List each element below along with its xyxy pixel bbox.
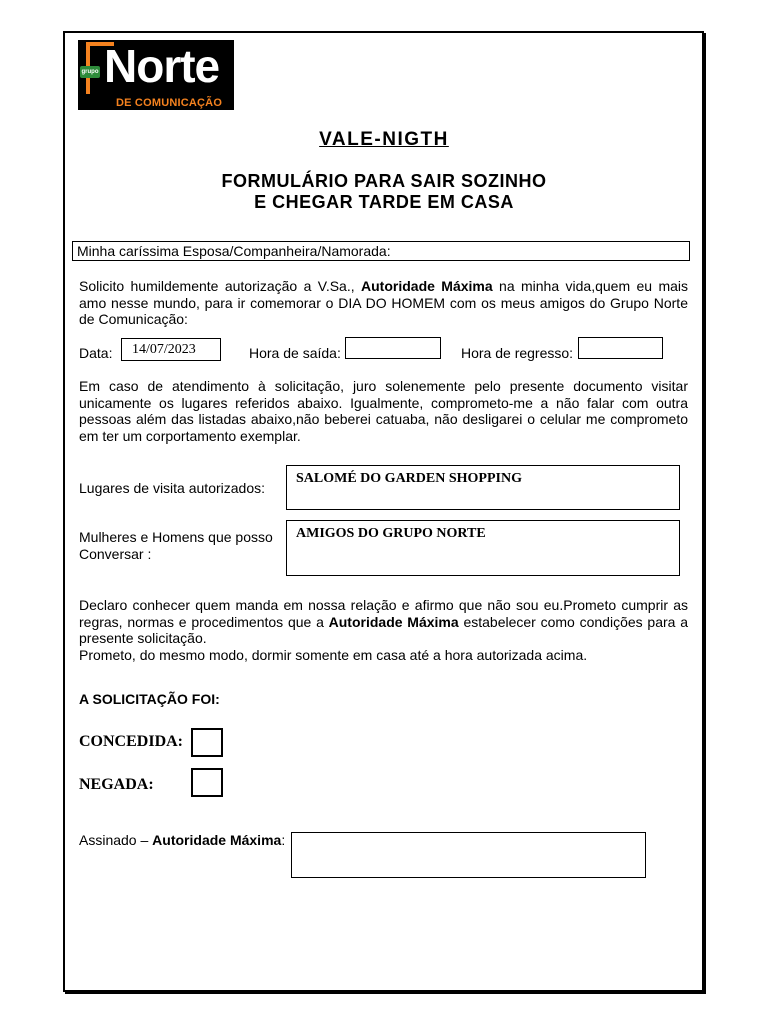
places-field[interactable]: SALOMÉ DO GARDEN SHOPPING [286,465,680,510]
declaration-text-3: Prometo, do mesmo modo, dormir somente em casa até a hora autorizada acima. [79,646,588,663]
places-label: Lugares de visita autorizados: [79,480,265,496]
decision-heading: A SOLICITAÇÃO FOI: [79,691,220,707]
granted-label: CONCEDIDA: [79,733,183,750]
people-field[interactable]: AMIGOS DO GRUPO NORTE [286,520,680,576]
date-field[interactable]: 14/07/2023 [121,338,221,361]
logo-wordmark: Norte [104,40,220,92]
declaration-authority: Autoridade Máxima [328,613,459,630]
request-text-1: Solicito humildemente autorização a V.Sa., [79,278,362,294]
declaration-paragraph [79,597,688,663]
signature-suffix: : [281,832,286,848]
signature-field[interactable] [291,832,646,878]
departure-time-field[interactable] [345,337,441,359]
denied-checkbox[interactable] [191,768,223,797]
people-label-line1: Mulheres e Homens que posso [79,529,273,545]
signature-prefix: Assinado – [79,832,153,848]
signature-authority: Autoridade Máxima [152,832,282,848]
denied-label: NEGADA: [79,776,154,793]
granted-checkbox[interactable] [191,728,223,757]
form-title: VALE-NIGTH [319,129,449,150]
form-subtitle-line1: FORMULÁRIO PARA SAIR SOZINHO [221,171,547,191]
people-label [79,529,273,562]
form-subtitle-line2: E CHEGAR TARDE EM CASA [254,192,514,212]
declaration-text-2: estabelecer como condições para a presente solicitação. [79,613,688,646]
people-label-line2: Conversar : [79,545,152,562]
signature-label [79,832,285,848]
return-label: Hora de regresso: [461,345,574,361]
request-authority: Autoridade Máxima [361,278,493,294]
form-subtitle [0,171,768,213]
request-paragraph [79,278,688,328]
oath-paragraph: Em caso de atendimento à solicitação, juro solenemente pelo presente documento visitar unicamente os lugares referidos abaixo. Igualmente, comprometo-me a não falar com outra pessoas além das listadas abaixo,não beberei catuaba, não desligarei o celular me comprometo em ter um corportamento exemplar. [79,378,688,444]
declaration-text-1: Declaro conhecer quem manda em nossa relação e afirmo que não sou eu.Prometo cumprir as regras, normas e procedimentos que a [79,597,688,630]
return-time-field[interactable] [578,337,663,359]
request-text-2: na minha vida,quem eu mais amo nesse mundo, para ir comemorar o DIA DO HOMEM com os meus amigos do Grupo Norte de Comunicação: [79,278,689,327]
grupo-norte-logo [78,40,234,110]
addressee-box: Minha caríssima Esposa/Companheira/Namorada: [72,241,690,261]
departure-label: Hora de saída: [249,345,341,361]
logo-grupo-badge: grupo [80,66,100,78]
date-label: Data: [79,345,113,361]
logo-subtitle: DE COMUNICAÇÃO [116,97,223,109]
